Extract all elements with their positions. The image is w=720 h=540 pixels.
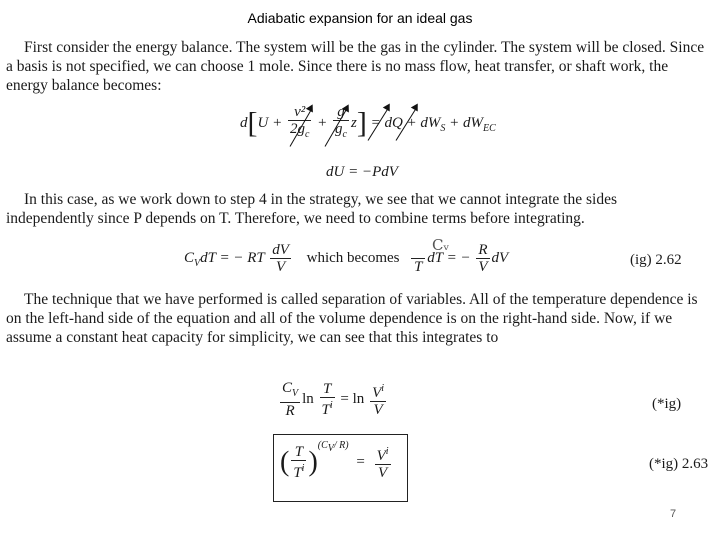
- page-number: 7: [670, 508, 677, 520]
- eq5-vi-over-v: $\frac{V^i}{V}$: [376, 446, 389, 481]
- paragraph-energy-balance: [6, 38, 706, 95]
- eq3-dv-over-v: $\frac{dV}{V}$: [272, 242, 289, 275]
- eq5-t-over-ti: $\frac{T}{T^i}$: [293, 444, 305, 481]
- paragraph-energy-balance-text: First consider the energy balance. The system will be the gas in the cylinder. The system will be closed. Since a basis is not specified, we can choose 1 mole. Since there is no mass flow, heat transfer, or shaft work, the energy balance becomes:: [6, 39, 705, 94]
- eq4-t-over-ti: $\frac{T}{T^i}$: [321, 381, 333, 418]
- du-equation: dU = −PdV: [326, 164, 398, 180]
- eq4-cv-over-r: $\frac{C_V}{R}$: [282, 380, 299, 419]
- boxed-result-equation: ( $\frac{T}{T^i}$ )$^{(C_V/ R)}$ = $\frac{V^i}{V}$: [280, 439, 389, 481]
- equation-tag-star-ig: (*ig): [652, 396, 682, 412]
- eq3-cv-over-t: $\frac{C}{T}$: [413, 242, 424, 275]
- eq1-potential-fraction: $\frac{g}{g_c}$: [335, 104, 347, 140]
- energy-balance-equation: d[U + $\frac{\text{v²}}{2g_c}$ + $\frac{g}{g_c}$ z] = dQ + $dW_S + dW_{EC}$: [240, 104, 496, 143]
- equation-tag-2-63: (*ig) 2.63: [649, 456, 709, 472]
- paragraph-integration-text: In this case, as we work down to step 4 in the strategy, we see that we cannot integrate the sides independently since P depends on T. Therefore, we need to combine terms before integrating.: [6, 191, 617, 227]
- eq1-kinetic-fraction: $\frac{\text{v²}}{2g_c}$: [289, 104, 310, 140]
- paragraph-separation: [6, 290, 706, 347]
- eq1-rhs: = dQ + dW: [370, 114, 441, 131]
- eq1-d: d: [240, 114, 248, 131]
- separation-equation: $C_VdT$ = − RT $\frac{dV}{V}$ which becomes $\frac{C}{T}$ dT = − $\frac{R}{V}$ dV: [184, 242, 509, 275]
- equation-tag-2-62: (ig) 2.62: [630, 252, 682, 268]
- slide-title: Adiabatic expansion for an ideal gas: [247, 10, 473, 26]
- paragraph-separation-text: The technique that we have performed is called separation of variables. All of the temperature dependence is on the left-hand side of the equation and all of the volume dependence is on the right-hand side. Now, if we assume a constant heat capacity for simplicity, we can see that this integrates to: [6, 291, 698, 346]
- eq3-which-becomes: which becomes: [306, 249, 400, 266]
- eq4-vi-over-v: $\frac{V^i}{V}$: [372, 383, 385, 418]
- integrated-log-equation: $\frac{C_V}{R}$ ln $\frac{T}{T^i}$ = ln $\frac{V^i}{V}$: [282, 380, 385, 419]
- eq3-handwritten-cv: Cᵥ: [432, 236, 450, 254]
- paragraph-integration: [6, 190, 706, 228]
- eq3-r-over-v: $\frac{R}{V}$: [478, 242, 488, 275]
- eq1-u: U +: [257, 114, 283, 131]
